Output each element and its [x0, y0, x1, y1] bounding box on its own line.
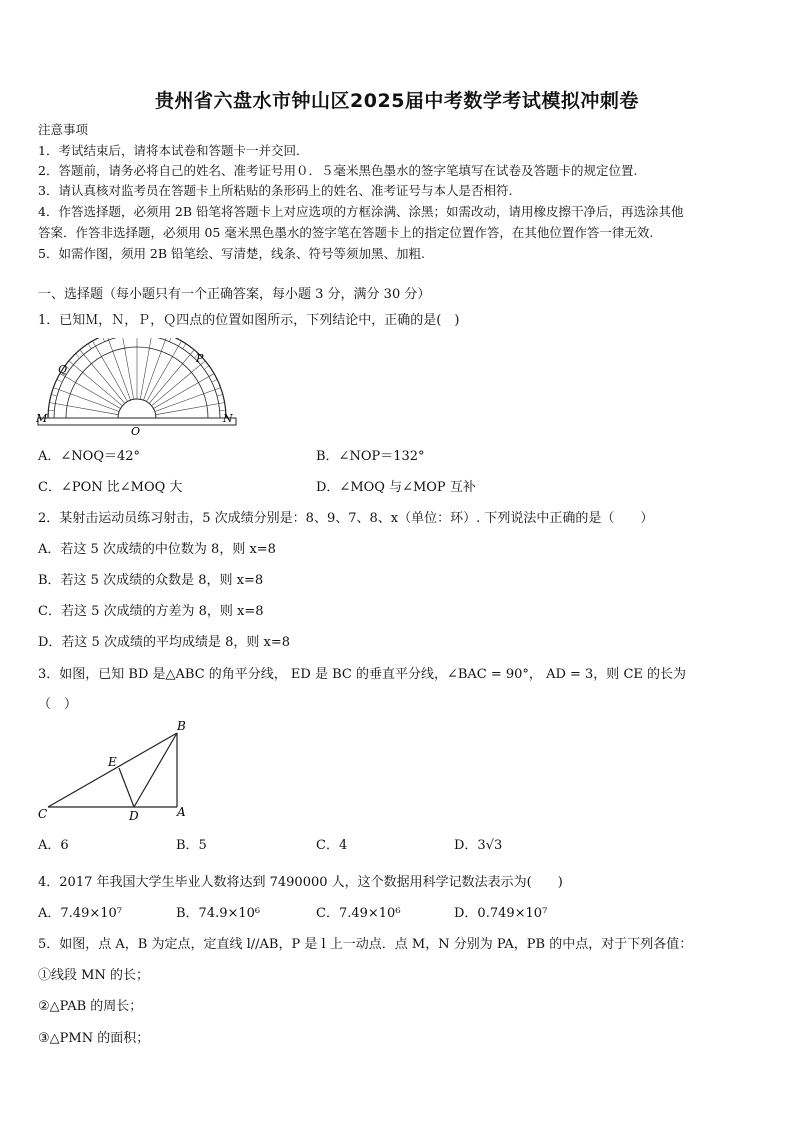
notice-item-1: 1．考试结束后，请将本试卷和答题卡一并交回.	[38, 143, 300, 158]
q5-item-3: ③△PMN 的面积；	[38, 1031, 150, 1046]
label-e: E	[108, 755, 117, 769]
q1-option-a: A．∠NOQ＝42°	[38, 449, 141, 464]
notice-item-4: 4．作答选择题，必须用 2B 铅笔将答题卡上对应选项的方框涂满、涂黑；如需改动，请用橡皮擦干净后，再选涂其他	[38, 204, 684, 219]
q4-option-b: B．74.9×10⁶	[176, 906, 261, 921]
label-n: N	[223, 412, 233, 425]
label-o: O	[131, 425, 141, 438]
label-d: D	[129, 809, 139, 823]
q4-option-c: C．7.49×10⁶	[316, 906, 401, 921]
q3-option-b: B．5	[176, 838, 207, 853]
q2-stem: 2．某射击运动员练习射击，5 次成绩分别是：8、9、7、8、x（单位：环）. 下列说法中正确的是（ ）	[38, 511, 654, 526]
label-m: M	[36, 412, 48, 425]
notice-item-4-cont: 答案．作答非选择题，必须用 05 毫米黑色墨水的签字笔在答题卡上的指定位置作答，在其他位置作答一律无效.	[38, 225, 654, 240]
q3-option-c: C．4	[316, 838, 348, 853]
page-title: 贵州省六盘水市钟山区2025届中考数学考试模拟冲刺卷	[155, 90, 639, 112]
protractor-figure	[34, 338, 242, 438]
q5-stem: 5．如图，点 A，B 为定点，定直线 l//AB，P 是 l 上一动点．点 M，N 分别为 PA，PB 的中点，对于下列各值：	[38, 937, 693, 952]
q2-option-b: B．若这 5 次成绩的众数是 8，则 x=8	[38, 573, 264, 588]
q4-stem: 4．2017 年我国大学生毕业人数将达到 7490000 人，这个数据用科学记数法表示为( )	[38, 875, 563, 890]
label-b: B	[177, 719, 186, 733]
section-heading: 一、选择题（每小题只有一个正确答案，每小题 3 分，满分 30 分）	[38, 287, 431, 302]
q3-option-d: D．3√3	[454, 838, 503, 853]
q2-option-c: C．若这 5 次成绩的方差为 8，则 x=8	[38, 604, 264, 619]
label-a: A	[177, 805, 186, 819]
label-p: P	[196, 352, 204, 365]
q3-stem: 3．如图，已知 BD 是△ABC 的角平分线， ED 是 BC 的垂直平分线，∠BAC = 90°， AD = 3，则 CE 的长为	[38, 667, 687, 682]
q3-option-a: A．6	[38, 838, 69, 853]
q4-option-a: A．7.49×10⁷	[38, 906, 122, 921]
q1-option-b: B．∠NOP＝132°	[316, 449, 425, 464]
q3-paren: （ ）	[38, 697, 78, 712]
q1-option-d: D．∠MOQ 与∠MOP 互补	[316, 480, 476, 495]
q2-option-d: D．若这 5 次成绩的平均成绩是 8，则 x=8	[38, 635, 290, 650]
notice-item-3: 3．请认真核对监考员在答题卡上所粘贴的条形码上的姓名、准考证号与本人是否相符.	[38, 183, 513, 198]
label-c: C	[38, 807, 48, 821]
label-q: Q	[58, 363, 68, 376]
notice-item-5: 5．如需作图，须用 2B 铅笔绘、写清楚，线条、符号等须加黑、加粗.	[38, 246, 426, 261]
q1-option-c: C．∠PON 比∠MOQ 大	[38, 480, 183, 495]
q2-option-a: A．若这 5 次成绩的中位数为 8，则 x=8	[38, 542, 276, 557]
notice-heading: 注意事项	[38, 122, 89, 137]
triangle-figure	[36, 716, 196, 826]
q1-stem: 1．已知Ｍ，Ｎ，Ｐ，Ｑ四点的位置如图所示，下列结论中，正确的是( )	[38, 313, 460, 328]
q5-item-2: ②△PAB 的周长；	[38, 999, 143, 1014]
notice-item-2: 2．答题前，请务必将自己的姓名、准考证号用０．５毫米黑色墨水的签字笔填写在试卷及答题卡的规定位置.	[38, 163, 638, 178]
q4-option-d: D．0.749×10⁷	[454, 906, 548, 921]
q5-item-1: ①线段 MN 的长；	[38, 968, 149, 983]
